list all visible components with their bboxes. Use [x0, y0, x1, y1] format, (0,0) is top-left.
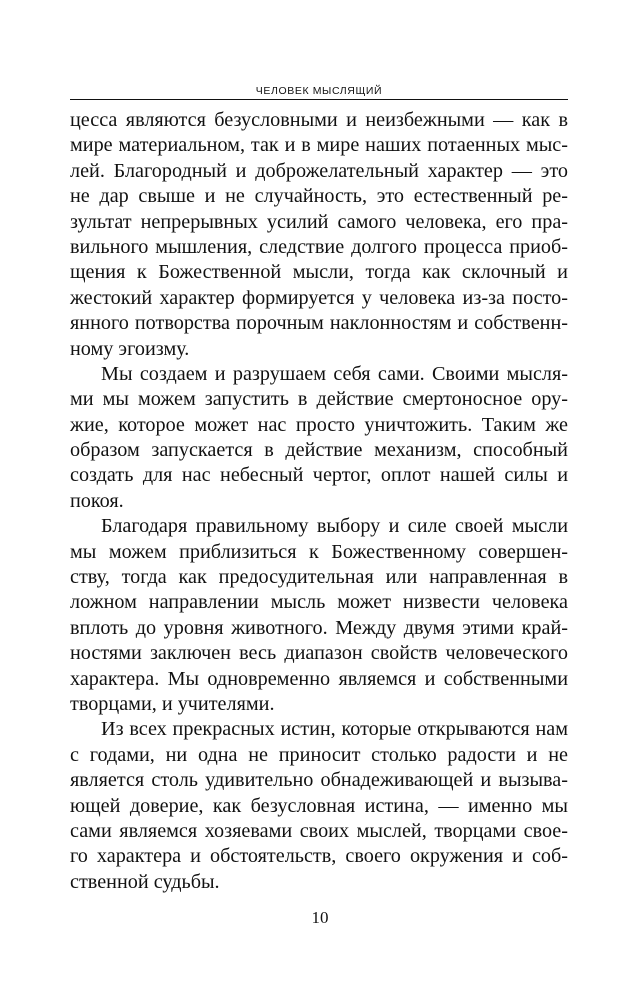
paragraph: [70, 717, 568, 895]
text-line: является столь удивительно обнадеживающей и вызыва-: [70, 769, 568, 792]
text-line: жестокий характер формируется у человека из-за посто-: [70, 286, 568, 309]
text-line: цесса являются безусловными и неизбежными — как в: [70, 109, 568, 131]
text-line: Из всех прекрасных истин, которые открываются нам: [101, 718, 568, 741]
text-line: ству, тогда как предосудительная или направленная в: [70, 566, 568, 589]
text-line: щения к Божественной мысли, тогда как склочный и: [70, 261, 568, 284]
text-line: жие, которое может нас просто уничтожить. Таким же: [70, 413, 568, 436]
text-line: Мы создаем и разрушаем себя сами. Своими мысля-: [101, 362, 568, 385]
text-line: образом запускается в действие механизм, способный: [70, 439, 568, 462]
text-line: вильного мышления, следствие долгого процесса приоб-: [70, 235, 568, 258]
text-line: ми мы можем запустить в действие смертоносное ору-: [70, 388, 568, 411]
text-line: мы можем приблизиться к Божественному совершен-: [70, 540, 568, 563]
text-line: покоя.: [70, 489, 124, 512]
text-line: ственной судьбы.: [70, 870, 220, 893]
text-line: янного потворства порочным наклонностям и собственн-: [70, 312, 568, 335]
text-line: характера. Мы одновременно являемся и собственными: [70, 667, 568, 690]
text-line: ному эгоизму.: [70, 337, 190, 360]
paragraph: [70, 362, 568, 514]
paragraph: [70, 108, 568, 362]
body-text: [70, 108, 568, 895]
text-line: сами являемся хозяевами своих мыслей, творцами свое-: [70, 819, 568, 842]
text-line: го характера и обстоятельств, своего окружения и соб-: [70, 845, 568, 868]
text-line: создать для нас небесный чертог, оплот нашей силы и: [70, 464, 568, 487]
text-line: творцами, и учителями.: [70, 692, 275, 715]
text-line: вплоть до уровня животного. Между двумя этими край-: [70, 616, 568, 639]
text-line: зультат непрерывных усилий самого человека, его пра-: [70, 210, 568, 233]
text-line: с годами, ни одна не приносит столько радости и не: [70, 743, 568, 766]
text-line: ностями заключен весь диапазон свойств человеческого: [70, 642, 568, 665]
paragraph: [70, 514, 568, 717]
running-header-title: ЧЕЛОВЕК МЫСЛЯЩИЙ: [255, 85, 383, 97]
text-line: не дар свыше и не случайность, это естественный ре-: [70, 185, 568, 208]
page-number: 10: [311, 908, 329, 927]
text-line: мире материальном, так и в мире наших потаенных мыс-: [70, 134, 568, 157]
text-line: лей. Благородный и доброжелательный характер — это: [70, 159, 568, 182]
text-line: Благодаря правильному выбору и силе своей мысли: [101, 515, 568, 538]
header-divider: [70, 99, 568, 100]
text-line: ложном направлении мысль может низвести человека: [70, 591, 568, 614]
text-line: ющей доверие, как безусловная истина, — именно мы: [70, 794, 568, 817]
